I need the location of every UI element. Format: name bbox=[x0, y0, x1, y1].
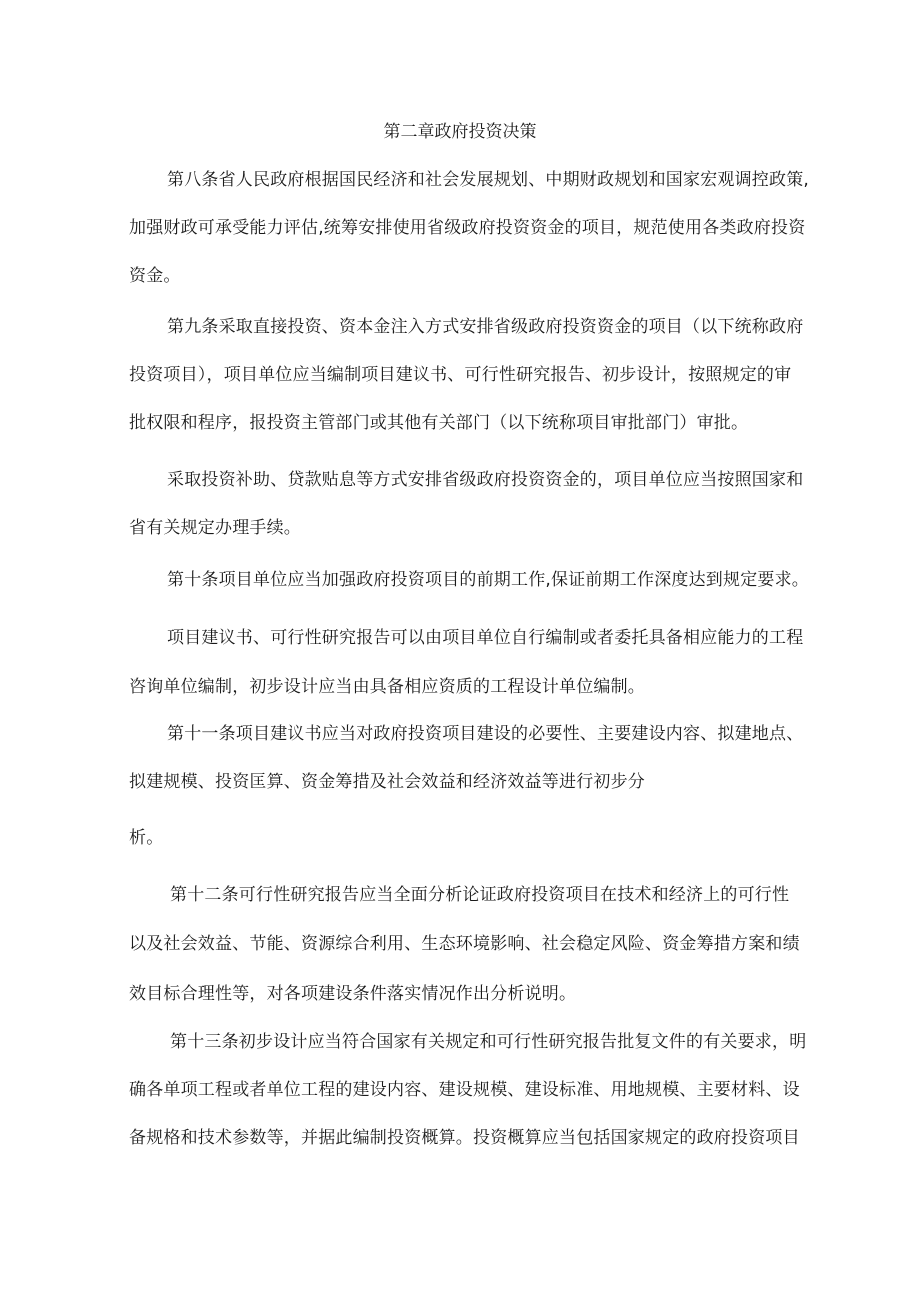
article-10-para2-line-2: 咨询单位编制，初步设计应当由具备相应资质的工程设计单位编制。 bbox=[129, 677, 645, 697]
article-9-para2-line-1: 采取投资补助、贷款贴息等方式安排省级政府投资资金的，项目单位应当按照国家和 bbox=[167, 470, 804, 490]
article-10-para2-line-1: 项目建议书、可行性研究报告可以由项目单位自行编制或者委托具备相应能力的工程 bbox=[167, 628, 804, 648]
article-11-line-1: 第十一条项目建议书应当对政府投资项目建设的必要性、主要建设内容、拟建地点、 bbox=[167, 724, 804, 744]
article-8-line-3: 资金。 bbox=[129, 266, 181, 286]
article-12-line-3: 效目标合理性等，对各项建设条件落实情况作出分析说明。 bbox=[129, 984, 577, 1004]
article-11-line-3: 析。 bbox=[129, 828, 164, 848]
article-8-line-2: 加强财政可承受能力评估,统筹安排使用省级政府投资资金的项目，规范使用各类政府投资 bbox=[129, 218, 806, 238]
article-13-line-2: 确各单项工程或者单位工程的建设内容、建设规模、建设标准、用地规模、主要材料、设 bbox=[129, 1080, 800, 1100]
article-12-line-1: 第十二条可行性研究报告应当全面分析论证政府投资项目在技术和经济上的可行性 bbox=[170, 885, 790, 905]
article-8-line-1: 第八条省人民政府根据国民经济和社会发展规划、中期财政规划和国家宏观调控政策, bbox=[167, 170, 810, 190]
article-10-line-1: 第十条项目单位应当加强政府投资项目的前期工作,保证前期工作深度达到规定要求。 bbox=[167, 570, 810, 590]
article-13-line-1: 第十三条初步设计应当符合国家有关规定和可行性研究报告批复文件的有关要求，明 bbox=[170, 1032, 807, 1052]
article-9-para2-line-2: 省有关规定办理手续。 bbox=[129, 518, 301, 538]
article-12-line-2: 以及社会效益、节能、资源综合利用、生态环境影响、社会稳定风险、资金筹措方案和绩 bbox=[129, 934, 800, 954]
chapter-title: 第二章政府投资决策 bbox=[383, 122, 537, 142]
article-9-line-1: 第九条采取直接投资、资本金注入方式安排省级政府投资资金的项目（以下统称政府 bbox=[167, 317, 804, 337]
article-9-line-2: 投资项目），项目单位应当编制项目建议书、可行性研究报告、初步设计，按照规定的审 bbox=[129, 365, 792, 385]
article-11-line-2: 拟建规模、投资匡算、资金筹措及社会效益和经济效益等进行初步分 bbox=[129, 772, 645, 792]
article-13-line-3: 备规格和技术参数等，并据此编制投资概算。投资概算应当包括国家规定的政府投资项目 bbox=[129, 1128, 800, 1148]
article-9-line-3: 批权限和程序，报投资主管部门或其他有关部门（以下统称项目审批部门）审批。 bbox=[129, 413, 749, 433]
